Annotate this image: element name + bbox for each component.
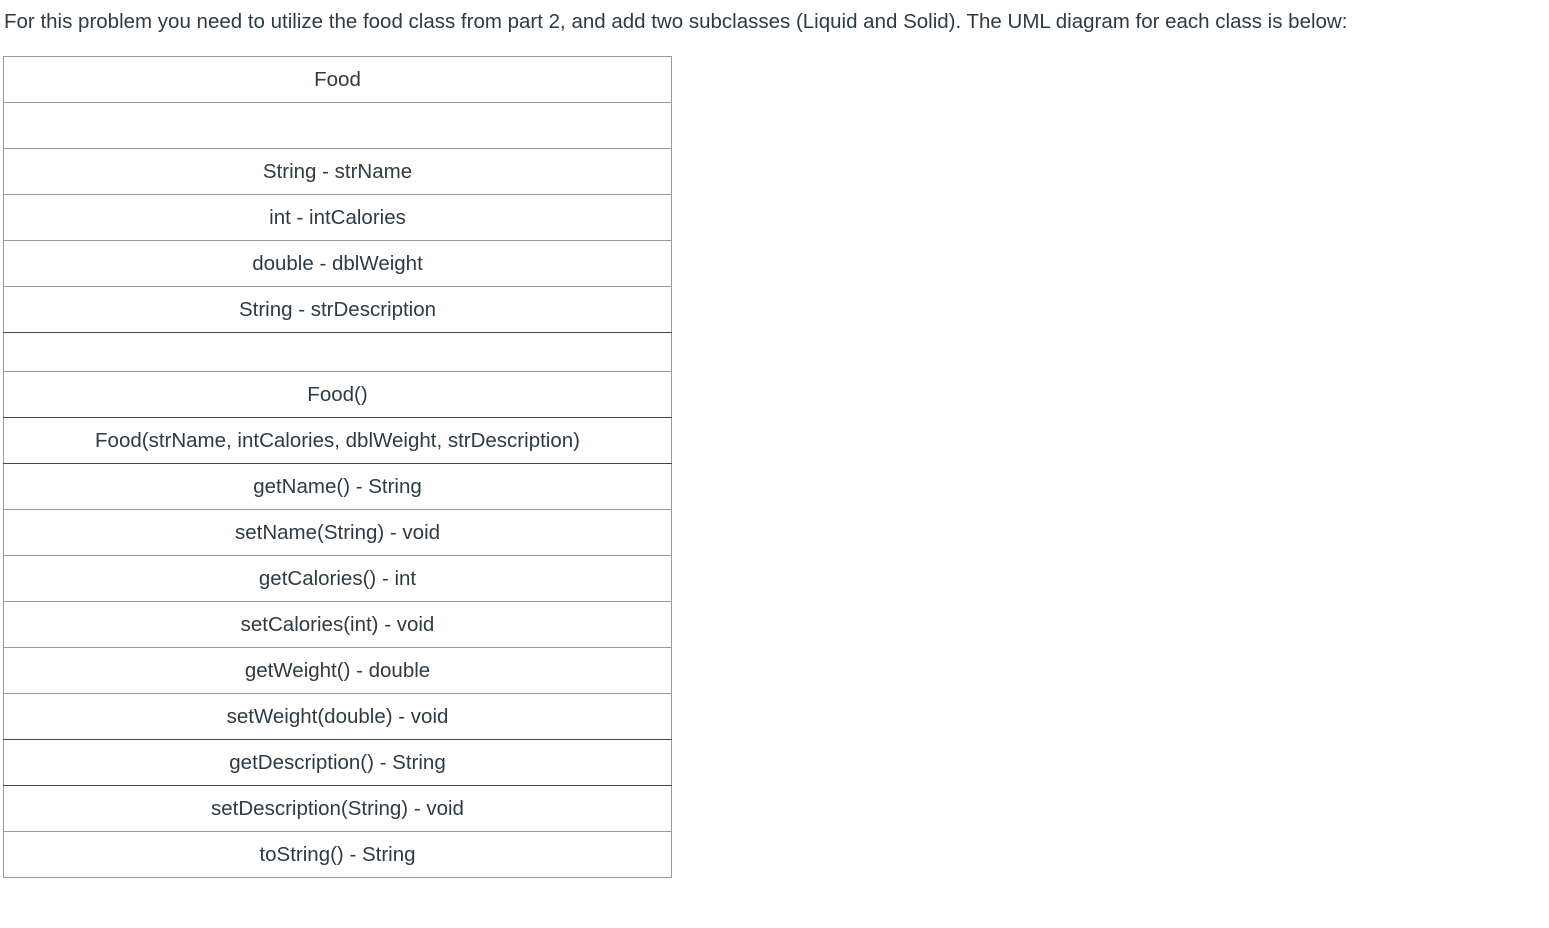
uml-attribute: int - intCalories — [4, 195, 672, 241]
uml-class-table — [3, 56, 672, 878]
uml-method: setDescription(String) - void — [4, 786, 672, 832]
uml-method: Food() — [4, 372, 672, 418]
uml-method: setWeight(double) - void — [4, 694, 672, 740]
uml-method-row — [4, 510, 672, 556]
uml-attributes-spacer-row — [4, 103, 672, 149]
uml-method-row — [4, 832, 672, 878]
uml-methods-spacer — [4, 333, 672, 372]
uml-method: getDescription() - String — [4, 740, 672, 786]
uml-attribute-row — [4, 241, 672, 287]
uml-method-row — [4, 648, 672, 694]
uml-attribute-row — [4, 149, 672, 195]
uml-method-row — [4, 464, 672, 510]
uml-method-row — [4, 694, 672, 740]
uml-attributes-spacer — [4, 103, 672, 149]
uml-method-row — [4, 418, 672, 464]
uml-attribute-row — [4, 195, 672, 241]
uml-class-name: Food — [4, 57, 672, 103]
uml-class-name-row — [4, 57, 672, 103]
uml-method: setName(String) - void — [4, 510, 672, 556]
uml-attribute: String - strDescription — [4, 287, 672, 333]
uml-attribute: String - strName — [4, 149, 672, 195]
uml-method: setCalories(int) - void — [4, 602, 672, 648]
uml-method-row — [4, 740, 672, 786]
uml-method: getCalories() - int — [4, 556, 672, 602]
uml-attribute-row — [4, 287, 672, 333]
uml-methods-spacer-row — [4, 333, 672, 372]
uml-method: toString() - String — [4, 832, 672, 878]
uml-method-row — [4, 786, 672, 832]
uml-method-row — [4, 556, 672, 602]
uml-method-row — [4, 602, 672, 648]
uml-method: Food(strName, intCalories, dblWeight, strDescription) — [4, 418, 672, 464]
intro-paragraph: For this problem you need to utilize the food class from part 2, and add two subclasses (Liquid and Solid). The UML diagram for each class is below: — [4, 10, 1348, 33]
uml-method: getWeight() - double — [4, 648, 672, 694]
uml-method-row — [4, 372, 672, 418]
uml-attribute: double - dblWeight — [4, 241, 672, 287]
uml-method: getName() - String — [4, 464, 672, 510]
